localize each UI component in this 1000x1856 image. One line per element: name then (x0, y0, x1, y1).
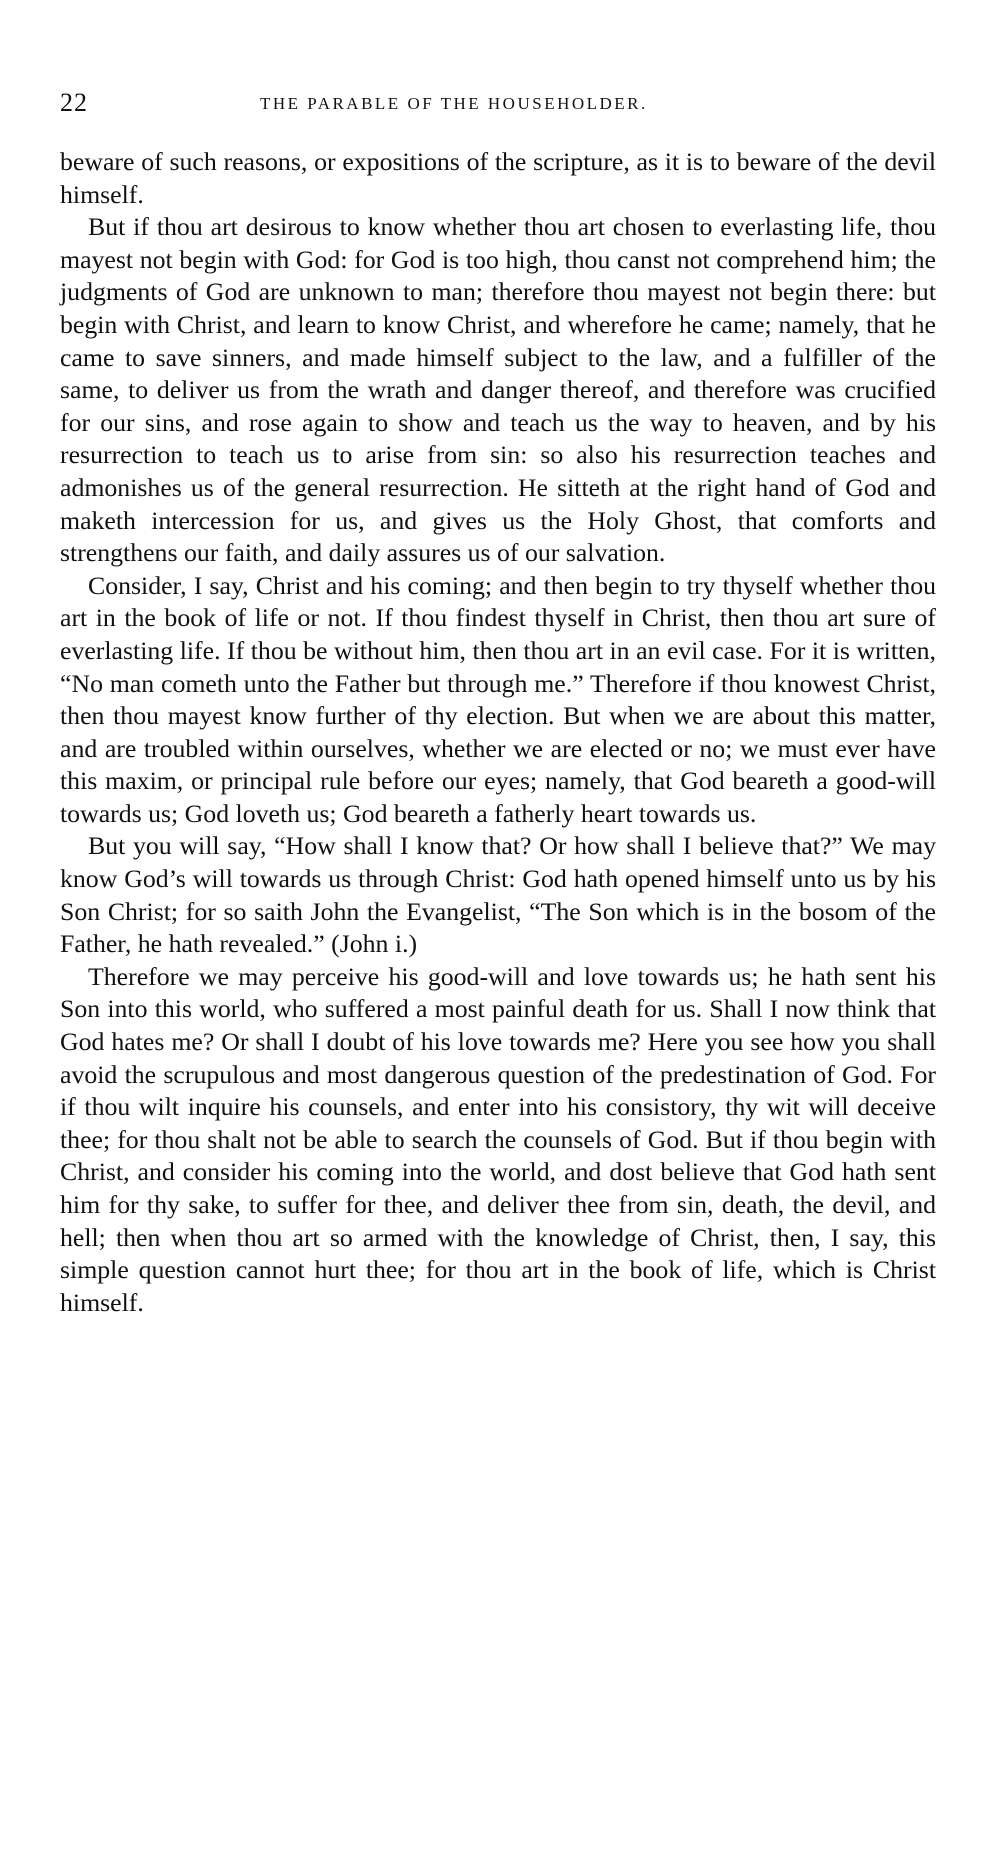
body-text (60, 146, 936, 1319)
running-head (60, 88, 936, 128)
paragraph-election: But if thou art desirous to know whether thou art chosen to everlasting life, thou mayest not begin with God: for God is too high, thou canst not comprehend him; the judgments of God are unknown to man; therefore thou mayest not begin there: but begin with Christ, and learn to know Christ, and wherefore he came; namely, that he came to save sinners, and made himself subject to the law, and a fulfiller of the same, to deliver us from the wrath and danger thereof, and therefore was crucified for our sins, and rose again to show and teach us the way to heaven, and by his resurrection to teach us to arise from sin: so also his resurrection teaches and admonishes us of the general resurrection. He sitteth at the right hand of God and maketh intercession for us, and gives us the Holy Ghost, that comforts and strengthens our faith, and daily assures us of our salvation. (60, 212, 936, 568)
paragraph-consider-christ: Consider, I say, Christ and his coming; and then begin to try thyself whether thou art in the book of life or not. If thou findest thyself in Christ, then thou art sure of everlasting life. If thou be without him, then thou art in an evil case. For it is written, “No man cometh unto the Father but through me.” Therefore if thou knowest Christ, then thou mayest know further of thy election. But when we are about this matter, and are troubled within ourselves, whether we are elected or no; we must ever have this maxim, or principal rule before our eyes; namely, that God beareth a good-will towards us; God loveth us; God beareth a fatherly heart towards us. (60, 570, 936, 828)
book-page (60, 88, 936, 1319)
paragraph-how-shall-i-know: But you will say, “How shall I know that? Or how shall I believe that?” We may know God’s will towards us through Christ: God hath opened himself unto us by his Son Christ; for so saith John the Evangelist, “The Son which is in the bosom of the Father, he hath revealed.” (John i.) (60, 831, 936, 959)
paragraph-continuation: beware of such reasons, or expositions of the scripture, as it is to beware of the devil himself. (60, 147, 936, 209)
paragraph-good-will: Therefore we may perceive his good-will and love towards us; he hath sent his Son into this world, who suffered a most painful death for us. Shall I now think that God hates me? Or shall I doubt of his love towards me? Here you see how you shall avoid the scrupulous and most dangerous question of the predestination of God. For if thou wilt inquire his counsels, and enter into his consistory, thy wit will deceive thee; for thou shalt not be able to search the counsels of God. But if thou begin with Christ, and consider his coming into the world, and dost believe that God hath sent him for thy sake, to suffer for thee, and deliver thee from sin, death, the devil, and hell; then when thou art so armed with the knowledge of Christ, then, I say, this simple question cannot hurt thee; for thou art in the book of life, which is Christ himself. (60, 961, 936, 1317)
running-title: THE PARABLE OF THE HOUSEHOLDER. (260, 94, 648, 113)
page-number: 22 (60, 88, 88, 117)
